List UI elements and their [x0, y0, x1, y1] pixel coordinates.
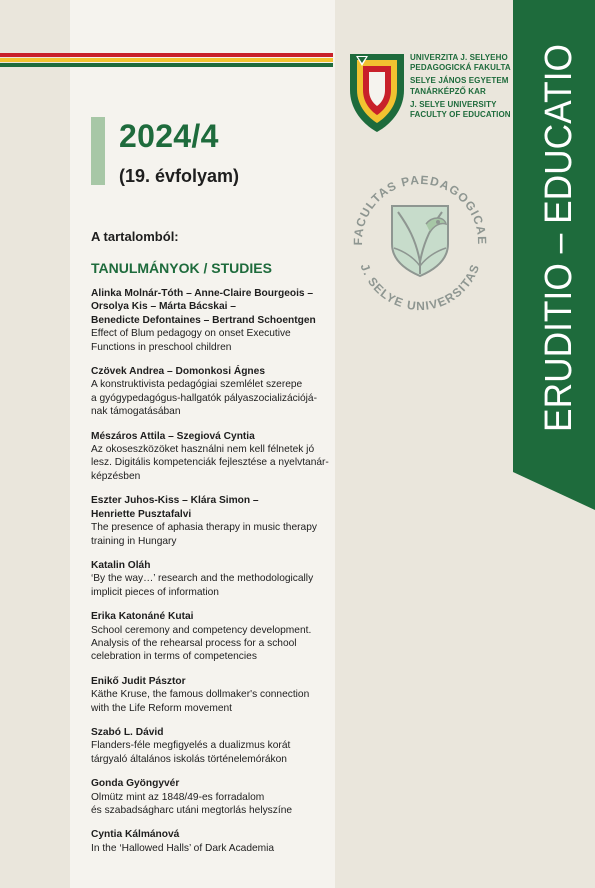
article-title: The presence of aphasia therapy in music therapy training in Hungary	[91, 522, 317, 547]
article-item	[91, 430, 331, 484]
university-name-block	[410, 53, 511, 120]
article-title: Käthe Kruse, the famous dollmaker's connection with the Life Reform movement	[91, 689, 310, 714]
tricolor-stripes	[0, 53, 333, 67]
university-line: UNIVERZITA J. SELYEHO	[410, 53, 508, 62]
article-authors: Erika Katonáné Kutai	[91, 611, 194, 623]
article-list	[91, 287, 331, 866]
article-item	[91, 828, 331, 855]
seal-top-text: FACULTAS PAEDAGOGICAE	[350, 172, 490, 246]
article-title: Olmütz mint az 1848/49-es forradalom és szabadságharc utáni megtorlás helyszíne	[91, 791, 293, 816]
article-title: School ceremony and competency development. Analysis of the rehearsal process for a school celebration in terms of competencies	[91, 624, 312, 663]
issue-accent-bar	[91, 117, 105, 185]
article-title: Effect of Blum pedagogy on onset Executive Functions in preschool children	[91, 328, 291, 353]
article-authors: Szabó L. Dávid	[91, 726, 164, 738]
article-authors: Czövek Andrea – Domonkosi Ágnes	[91, 366, 265, 378]
volume-label: (19. évfolyam)	[119, 166, 240, 186]
journal-title-text: ERUDITIO – EDUCATIO	[538, 14, 580, 432]
green-stripe	[0, 63, 333, 67]
article-item	[91, 610, 331, 664]
article-item	[91, 559, 331, 599]
article-item	[91, 365, 331, 419]
article-title: In the ‘Hallowed Halls’ of Dark Academia	[91, 842, 275, 854]
article-authors: Alinka Molnár-Tóth – Anne-Claire Bourgeois – Orsolya Kis – Márta Bácskai – Benedicte Defontaines – Bertrand Schoentgen	[91, 288, 316, 326]
article-item	[91, 287, 331, 354]
university-line: SELYE JÁNOS EGYETEM	[410, 76, 509, 86]
contents-heading: A tartalomból:	[91, 229, 179, 244]
faculty-seal	[340, 162, 500, 322]
university-line: PEDAGOGICKÁ FAKULTA	[410, 63, 511, 73]
seal-bottom-text: J. SELYE UNIVERSITAS	[357, 261, 483, 314]
article-item	[91, 726, 331, 766]
article-title: A konstruktivista pedagógiai szemlélet szerepe a gyógypedagógus-hallgatók pályaszocializációjá- nak támogatásában	[91, 379, 317, 418]
article-authors: Katalin Oláh	[91, 559, 151, 571]
university-shield-logo	[348, 50, 406, 134]
red-stripe	[0, 53, 333, 57]
article-item	[91, 777, 331, 817]
article-item	[91, 675, 331, 715]
university-line: FACULTY OF EDUCATION	[410, 110, 511, 120]
article-title: ‘By the way…’ research and the methodologically implicit pieces of information	[91, 573, 314, 598]
book-emblem-icon	[392, 206, 448, 276]
university-line: TANÁRKÉPZŐ KAR	[410, 86, 486, 96]
article-authors: Mészáros Attila – Szegiová Cyntia	[91, 430, 255, 442]
article-title: Flanders-féle megfigyelés a dualizmus korát tárgyaló általános iskolás történelemórákon	[91, 740, 291, 765]
article-authors: Gonda Gyöngyvér	[91, 778, 180, 790]
university-line: J. SELYE UNIVERSITY	[410, 99, 497, 109]
issue-number: 2024/4	[119, 118, 219, 154]
article-title: Az okoseszközöket használni nem kell félnetek jó lesz. Digitális kompetenciák fejlesztése a nyelvtanár- képzésben	[91, 444, 329, 482]
yellow-stripe	[0, 58, 333, 62]
article-authors: Enikő Judit Pásztor	[91, 675, 186, 687]
article-item	[91, 494, 331, 548]
article-authors: Cyntia Kálmánová	[91, 829, 180, 841]
section-heading: TANULMÁNYOK / STUDIES	[91, 260, 272, 276]
journal-title	[513, 0, 595, 470]
article-authors: Eszter Juhos-Kiss – Klára Simon – Henriette Pusztafalvi	[91, 495, 259, 520]
